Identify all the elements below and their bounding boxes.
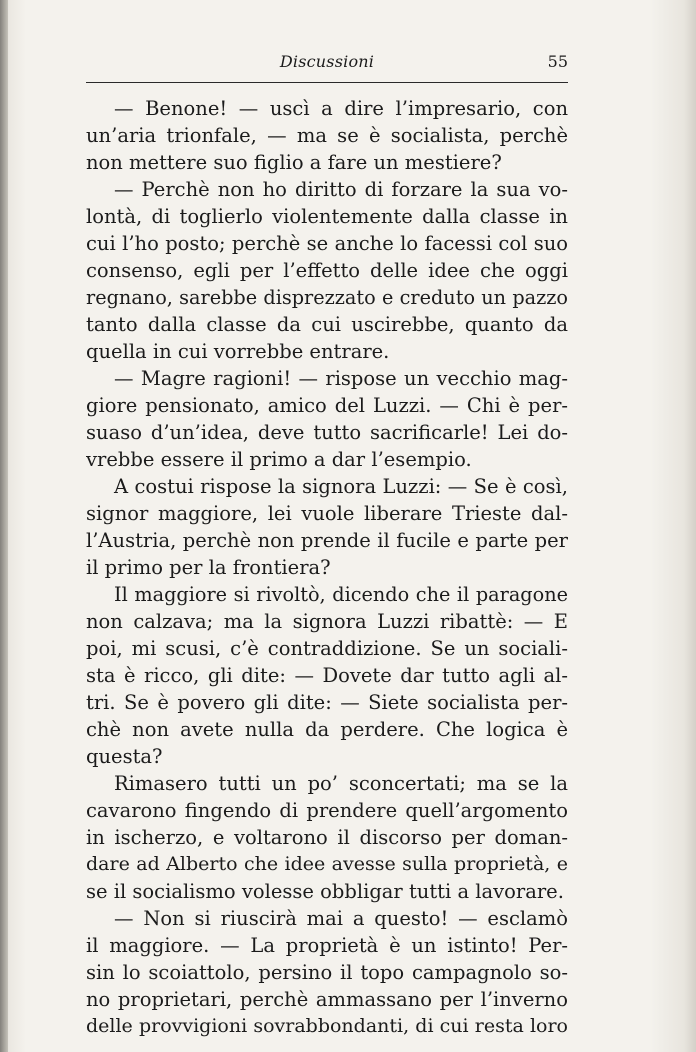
text-line: — Perchè non ho diritto di forzare la sua vo- — [114, 178, 568, 201]
text-line: non calzava; ma la signora Luzzi ribattè: — E — [86, 610, 568, 633]
page-header — [86, 52, 568, 80]
text-line: cavarono fingendo di prendere quell’argomento — [86, 799, 568, 822]
text-line: tri. Se è povero gli dite: — Siete socialista per- — [86, 691, 568, 714]
text-line: un’aria trionfale, — ma se è socialista, perchè — [86, 124, 568, 147]
text-line: — Benone! — uscì a dire l’impresario, con — [114, 97, 568, 120]
text-line: signor maggiore, lei vuole liberare Trieste dal- — [86, 502, 568, 525]
text-line: dare ad Alberto che idee avesse sulla proprietà, e — [86, 853, 568, 875]
running-title: Discussioni — [279, 52, 375, 71]
text-line: Il maggiore si rivoltò, dicendo che il paragone — [114, 583, 568, 606]
text-line: cui l’ho posto; perchè se anche lo facessi col suo — [86, 232, 568, 255]
text-line: sin lo scoiattolo, persino il topo campagnolo so- — [86, 961, 568, 984]
text-line: lontà, di toglierlo violentemente dalla classe in — [86, 205, 568, 228]
text-line: chè non avete nulla da perdere. Che logica è — [86, 718, 568, 741]
text-line: A costui rispose la signora Luzzi: — Se è così, — [114, 475, 568, 498]
text-line: no proprietari, perchè ammassano per l’inverno — [86, 988, 568, 1011]
text-line: sta è ricco, gli dite: — Dovete dar tutto agli al- — [86, 664, 568, 687]
text-line: — Magre ragioni! — rispose un vecchio mag- — [114, 367, 568, 390]
page-gutter-shadow — [0, 0, 8, 1052]
text-line: poi, mi scusi, c’è contraddizione. Se un sociali- — [86, 637, 568, 660]
text-line: Rimasero tutti un po’ sconcertati; ma se la — [114, 772, 568, 795]
text-line: — Non si riuscirà mai a questo! — esclamò — [114, 907, 568, 930]
body-text — [86, 95, 568, 1040]
text-line: questa? — [86, 745, 163, 768]
text-line: giore pensionato, amico del Luzzi. — Chi è per- — [86, 394, 568, 417]
text-line: il maggiore. — La proprietà è un istinto! Per- — [86, 934, 568, 957]
text-line: consenso, egli per l’effetto delle idee che oggi — [86, 259, 568, 282]
text-line: il primo per la frontiera? — [86, 556, 331, 579]
page-number: 55 — [547, 52, 568, 71]
header-rule — [86, 82, 568, 83]
text-line: suaso d’un’idea, deve tutto sacrificarle! Lei do- — [86, 421, 568, 444]
text-line: l’Austria, perchè non prende il fucile e parte per — [86, 529, 568, 552]
text-line: tanto dalla classe da cui uscirebbe, quanto da — [86, 313, 568, 336]
text-line: vrebbe essere il primo a dar l’esempio. — [86, 448, 472, 471]
text-line: delle provvigioni sovrabbondanti, di cui resta loro — [86, 1015, 568, 1037]
text-line: quella in cui vorrebbe entrare. — [86, 340, 390, 363]
text-line: regnano, sarebbe disprezzato e creduto un pazzo — [86, 286, 568, 309]
text-line: non mettere suo figlio a fare un mestiere? — [86, 151, 502, 174]
text-line: in ischerzo, e voltarono il discorso per doman- — [86, 826, 568, 849]
text-line: se il socialismo volesse obbligar tutti a lavorare. — [86, 880, 564, 903]
